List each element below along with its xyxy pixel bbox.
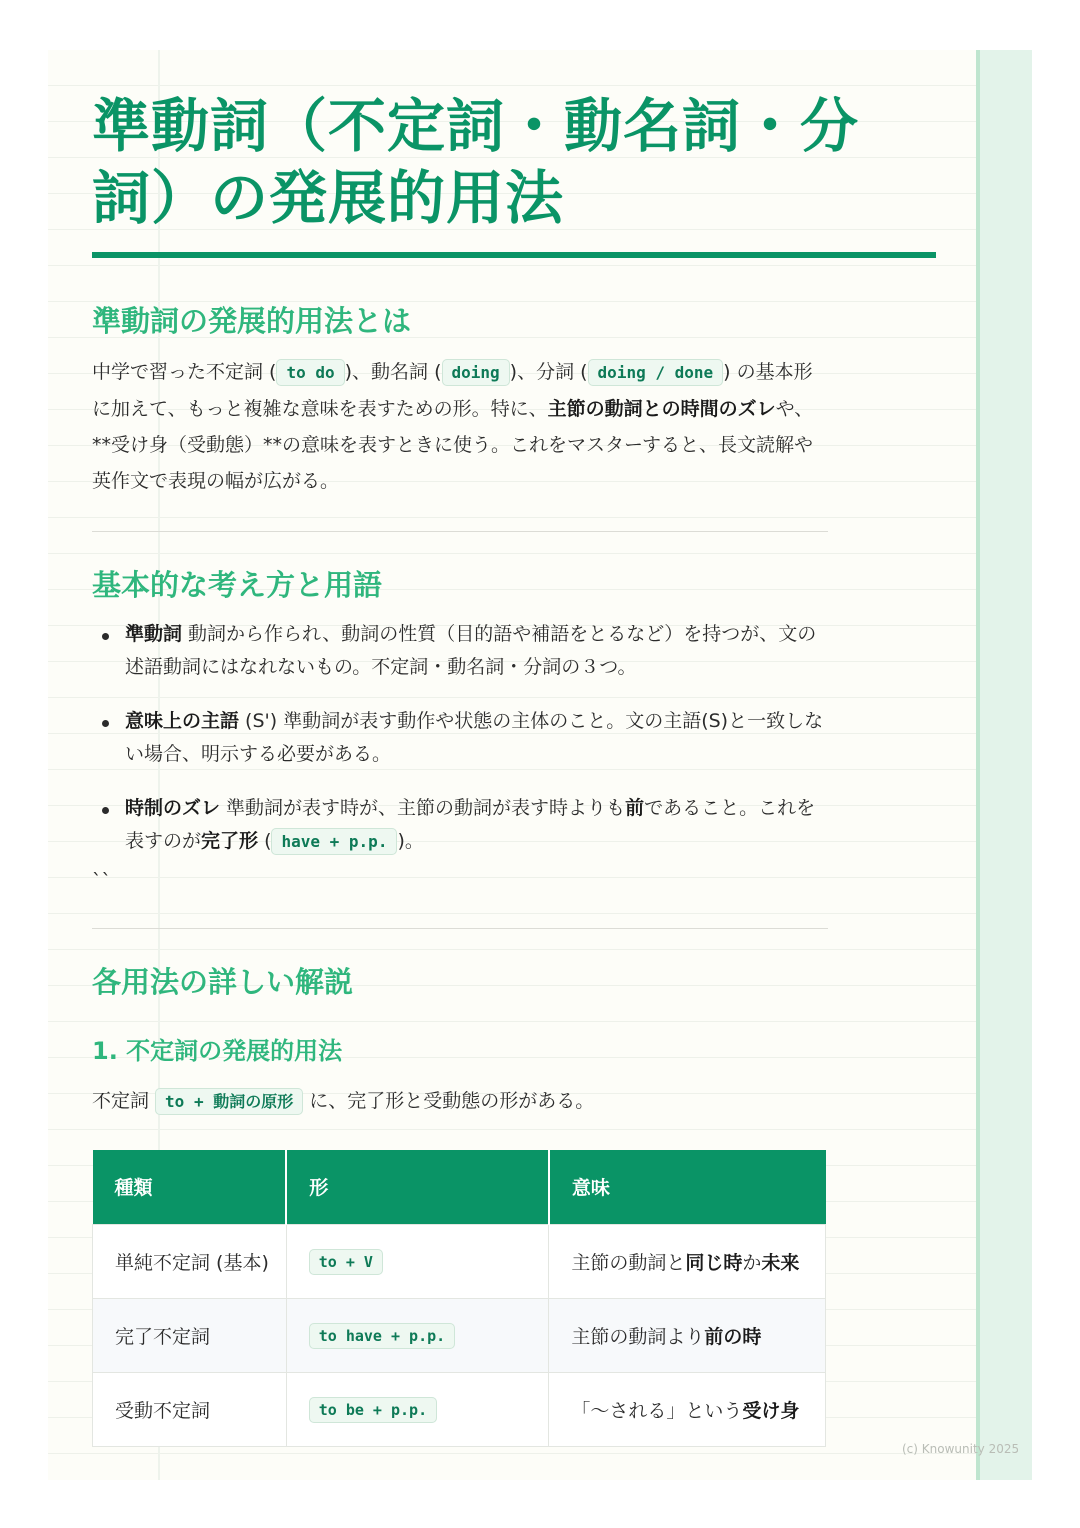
infinitive-table	[92, 1150, 826, 1447]
overview-paragraph: 中学で習った不定詞 ( to do )、動名詞 ( doing )、分詞 ( doing / done ) の基本形に加えて、もっと複雑な意味を表すための形。特に、主節の動詞との時間のズレや、**受け身（受動態）**の意味を表すときに使う。これをマスターすると、長文読解や英作文で表現の幅が広がる。	[92, 361, 814, 492]
list-item: 準動詞 動詞から作られ、動詞の性質（目的語や補語をとるなど）を持つが、文の述語動詞にはなれないもの。不定詞・動名詞・分詞の３つ。	[92, 618, 828, 684]
column-header: 意味	[549, 1150, 826, 1224]
code-to-do: to do	[276, 359, 344, 386]
section-heading-basics: 基本的な考え方と用語	[92, 568, 383, 602]
cell-form: to have + p.p.	[286, 1298, 549, 1372]
cell-meaning: 主節の動詞と同じ時か未来	[549, 1224, 826, 1298]
stray-backticks: ``	[92, 870, 111, 892]
infinitive-intro: 不定詞 to + 動詞の原形 に、完了形と受動態の形がある。	[92, 1083, 937, 1120]
table-header-row	[93, 1150, 826, 1224]
code-have-pp: have + p.p.	[271, 828, 397, 855]
cell-meaning: 主節の動詞より前の時	[549, 1298, 826, 1372]
cell-meaning: 「～される」という受け身	[549, 1372, 826, 1446]
code-doing: doing	[442, 359, 510, 386]
cell-type: 受動不定詞	[93, 1372, 287, 1446]
cell-type: 完了不定詞	[93, 1298, 287, 1372]
title-divider	[92, 252, 936, 258]
table-row	[93, 1372, 826, 1446]
notebook-page	[48, 50, 1032, 1480]
cell-type: 単純不定詞 (基本)	[93, 1224, 287, 1298]
list-item: 時制のズレ 準動詞が表す時が、主節の動詞が表す時よりも前であること。これを表すのが完了形 ( have + p.p. )。	[92, 792, 828, 858]
subsection-heading-infinitive: 1. 不定詞の発展的用法	[92, 1037, 343, 1065]
section-heading-overview: 準動詞の発展的用法とは	[92, 304, 412, 338]
code-to-base-form: to + 動詞の原形	[155, 1088, 303, 1115]
column-header: 形	[286, 1150, 549, 1224]
column-header: 種類	[93, 1150, 287, 1224]
side-band-edge	[976, 50, 980, 1480]
divider-2	[92, 928, 828, 929]
table-row	[93, 1298, 826, 1372]
bold-time-gap: 主節の動詞との時間のズレ	[547, 398, 776, 420]
document-content	[92, 90, 937, 1447]
list-item: 意味上の主語 (S') 準動詞が表す動作や状態の主体のこと。文の主語(S)と一致しない場合、明示する必要がある。	[92, 705, 828, 771]
code-doing-done: doing / done	[588, 359, 724, 386]
cell-form: to + V	[286, 1224, 549, 1298]
page-title: 準動詞（不定詞・動名詞・分詞）の発展的用法	[92, 92, 860, 232]
watermark: (c) Knowunity 2025	[902, 1442, 1020, 1456]
cell-form: to be + p.p.	[286, 1372, 549, 1446]
terms-list	[92, 618, 937, 858]
section-heading-details: 各用法の詳しい解説	[92, 965, 354, 999]
divider-1	[92, 531, 828, 532]
side-band	[976, 50, 1032, 1480]
table-row	[93, 1224, 826, 1298]
